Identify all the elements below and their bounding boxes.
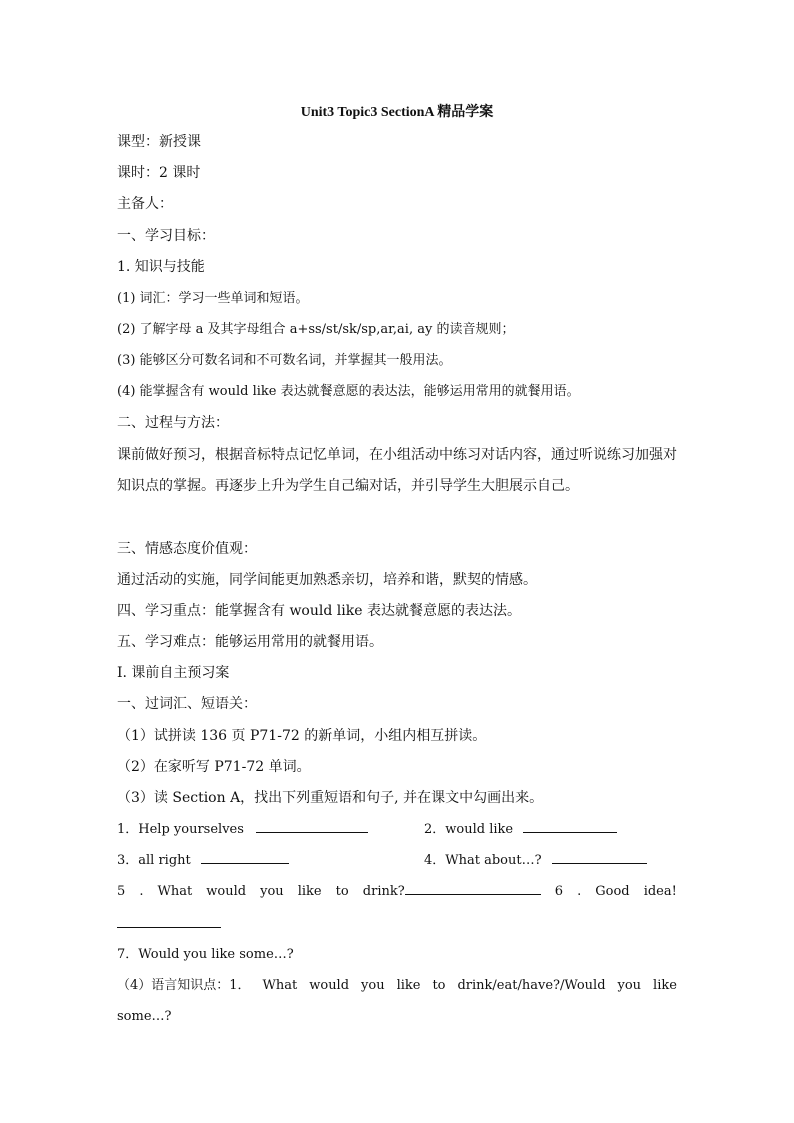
vocab-heading: 一、过词汇、短语关： [117,696,257,712]
goal-item-4: (4) 能掌握含有 would like 表达就餐意愿的表达法，能够运用常用的就餐用语。 [117,384,580,399]
word: . [139,884,144,899]
section-heading-attitude: 三、情感态度价值观： [117,541,257,557]
exercise-item-2 [424,820,617,840]
vocab-task-1: （1）试拼读 136 页 P71-72 的新单词，小组内相互拼读。 [117,728,487,744]
vocab-task-2: （2）在家听写 P71-72 单词。 [117,759,311,775]
word: would [206,884,247,899]
word: 5 [117,884,126,899]
word: would [309,978,350,993]
word: like [297,884,322,899]
document-title: Unit3 Topic3 SectionA 精品学案 [300,105,494,120]
word: Good [595,884,630,899]
exercise-5-end: drink? [363,882,541,902]
exercise-2-text: 2．would like [424,822,514,837]
answer-blank-6[interactable] [117,915,221,928]
process-paragraph: 课前做好预习，根据音标特点记忆单词，在小组活动中练习对话内容，通过听说练习加强对知识点的掌握。再逐步上升为学生自己编对话，并引导学生大胆展示自己。 [117,447,677,494]
answer-blank-3[interactable] [201,851,289,864]
word: What [262,978,298,993]
exercise-row-5-6 [117,882,677,902]
word: you [361,978,385,993]
word: . [577,884,582,899]
exercise-item-1 [117,820,368,840]
goal-item-2: (2) 了解字母 a 及其字母组合 a+ss/st/sk/sp,ar,ai, ay 的读音规则； [117,322,515,337]
goal-item-1: (1) 词汇：学习一些单词和短语。 [117,291,309,306]
word: like [396,978,421,993]
answer-blank-6-line [117,914,221,934]
word: 6 [554,884,564,899]
word: you [617,978,642,993]
difficult-point: 五、学习难点：能够运用常用的就餐用语。 [117,634,383,650]
language-knowledge-tail: some…? [117,1009,172,1024]
word: you [260,884,284,899]
preview-heading: I. 课前自主预习案 [117,665,230,681]
word: idea! [643,884,677,899]
attitude-text: 通过活动的实施，同学间能更加熟悉亲切，培养和谐，默契的情感。 [117,572,537,588]
word: to [335,884,349,899]
goal-item-3: (3) 能够区分可数名词和不可数名词，并掌握其一般用法。 [117,353,452,368]
answer-blank-1[interactable] [256,820,368,833]
answer-blank-4[interactable] [552,851,647,864]
word: to [432,978,446,993]
lesson-hours: 课时：2 课时 [117,165,201,181]
lesson-type: 课型：新授课 [117,134,201,150]
lesson-preparer: 主备人： [117,196,173,212]
vocab-task-3: （3）读 Section A，找出下列重短语和句子, 并在课文中勾画出来。 [117,790,544,806]
word: drink/eat/have?/Would [457,978,606,993]
exercise-item-7: 7．Would you like some…? [117,947,294,962]
key-point: 四、学习重点：能掌握含有 would like 表达就餐意愿的表达法。 [117,603,521,619]
exercise-3-text: 3．all right [117,853,191,868]
word: （4）语言知识点：1． [117,978,251,993]
word: like [653,978,677,993]
word: What [157,884,193,899]
answer-blank-2[interactable] [523,820,617,833]
exercise-4-text: 4．What about…? [424,853,542,868]
exercise-1-text: 1．Help yourselves [117,822,244,837]
section-heading-process: 二、过程与方法： [117,415,229,431]
subheading-knowledge-skills: 1. 知识与技能 [117,259,205,275]
language-knowledge-line [117,976,677,996]
exercise-item-4 [424,851,647,871]
section-heading-goals: 一、学习目标： [117,228,215,244]
answer-blank-5[interactable] [405,882,541,895]
exercise-item-3 [117,851,289,871]
